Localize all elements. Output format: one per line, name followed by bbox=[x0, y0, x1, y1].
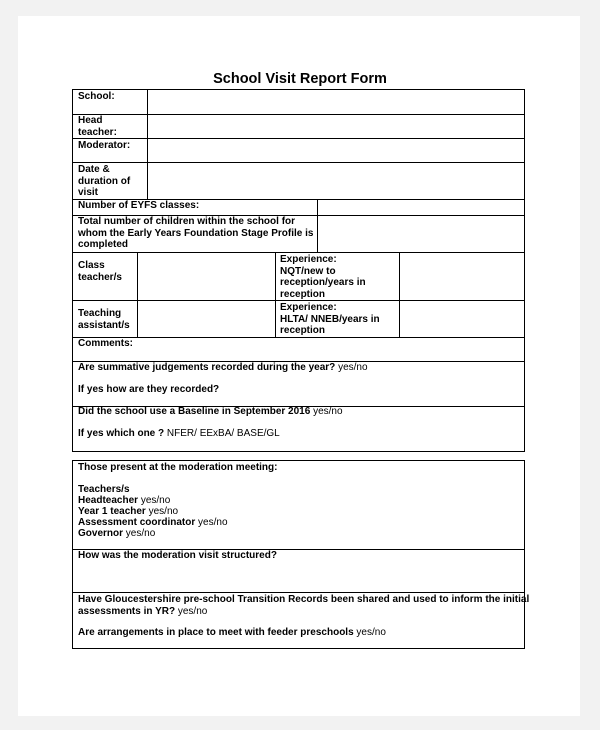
headteacher-options[interactable]: yes/no bbox=[140, 495, 171, 506]
head-teacher-value-field[interactable] bbox=[148, 115, 524, 138]
transition-question bbox=[78, 594, 529, 617]
assessment-coordinator-options[interactable]: yes/no bbox=[198, 517, 228, 528]
teachers-label: Teachers/s bbox=[78, 484, 130, 495]
summative-question-text: Are summative judgements recorded during the year? bbox=[78, 362, 336, 373]
which-one-question-text: If yes which one ? bbox=[78, 428, 165, 439]
summative-question bbox=[78, 362, 368, 374]
table-rule bbox=[275, 252, 276, 337]
governor-options[interactable]: yes/no bbox=[125, 528, 156, 539]
recorded-question: If yes how are they recorded? bbox=[78, 384, 220, 395]
assessment-coordinator-label: Assessment coordinator bbox=[78, 517, 196, 528]
total-children-label: Total number of children within the school for whom the Early Years Foundation Stage Profile is completed bbox=[78, 216, 314, 250]
head-teacher-label: Head teacher: bbox=[78, 115, 117, 138]
present-heading: Those present at the moderation meeting: bbox=[78, 462, 278, 473]
eyfs-classes-label: Number of EYFS classes: bbox=[78, 200, 200, 211]
moderator-value-field[interactable] bbox=[148, 139, 524, 162]
baseline-question-text: Did the school use a Baseline in September 2016 bbox=[78, 406, 311, 417]
class-teachers-label: Class teacher/s bbox=[78, 260, 122, 283]
date-duration-value-field[interactable] bbox=[148, 163, 524, 199]
transition-question-text: Have Gloucestershire pre-school Transition Records been shared and used to inform the initial assessments in YR? bbox=[78, 594, 530, 617]
school-value-field[interactable] bbox=[148, 90, 524, 114]
table-rule bbox=[72, 592, 525, 593]
date-duration-label: Date & duration of visit bbox=[78, 164, 131, 198]
experience-hlta-value-field[interactable] bbox=[400, 301, 524, 337]
class-teachers-value-field[interactable] bbox=[138, 253, 275, 300]
comments-label: Comments: bbox=[78, 338, 134, 349]
eyfs-classes-value-field[interactable] bbox=[318, 200, 524, 215]
experience-nqt-value-field[interactable] bbox=[400, 253, 524, 300]
baseline-question bbox=[78, 406, 343, 418]
total-children-value-field[interactable] bbox=[318, 216, 524, 252]
year1-teacher-options[interactable]: yes/no bbox=[148, 506, 179, 517]
year1-teacher-label: Year 1 teacher bbox=[78, 506, 146, 517]
baseline-options[interactable]: yes/no bbox=[313, 406, 343, 417]
teaching-assistants-value-field[interactable] bbox=[138, 301, 275, 337]
governor-row bbox=[78, 528, 155, 540]
headteacher-row bbox=[78, 495, 170, 507]
summative-options[interactable]: yes/no bbox=[338, 362, 368, 373]
page-title: School Visit Report Form bbox=[213, 71, 387, 87]
table-rule bbox=[72, 337, 525, 338]
feeder-options[interactable]: yes/no bbox=[356, 627, 386, 638]
transition-options[interactable]: yes/no bbox=[177, 605, 208, 617]
structured-question: How was the moderation visit structured? bbox=[78, 550, 277, 561]
governor-label: Governor bbox=[78, 528, 124, 539]
school-label: School: bbox=[78, 91, 115, 102]
feeder-question-text: Are arrangements in place to meet with feeder preschools bbox=[78, 627, 354, 638]
teaching-assistants-label: Teaching assistant/s bbox=[78, 308, 130, 331]
headteacher-label: Headteacher bbox=[78, 495, 139, 506]
experience-hlta-label: Experience: HLTA/ NNEB/years in reception bbox=[280, 302, 380, 336]
which-one-question bbox=[78, 428, 280, 440]
year1-teacher-row bbox=[78, 506, 178, 518]
experience-nqt-label: Experience: NQT/new to reception/years in reception bbox=[280, 254, 366, 300]
assessment-coordinator-row bbox=[78, 517, 228, 529]
moderator-label: Moderator: bbox=[78, 140, 131, 151]
feeder-question bbox=[78, 627, 386, 639]
which-one-options[interactable]: NFER/ EExBA/ BASE/GL bbox=[166, 428, 280, 439]
